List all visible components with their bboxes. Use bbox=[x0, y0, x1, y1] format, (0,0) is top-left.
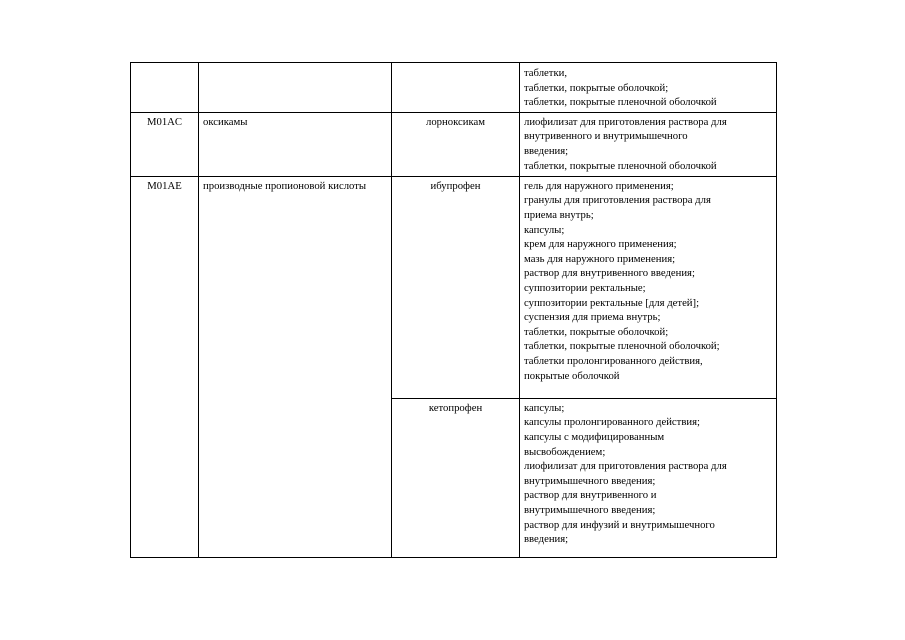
dosage-form-line: внутримышечного введения; bbox=[524, 474, 656, 487]
dosage-forms-cell bbox=[520, 112, 777, 176]
dosage-form-line: раствор для внутривенного введения; bbox=[524, 267, 695, 280]
dosage-form-line: таблетки, покрытые пленочной оболочкой bbox=[524, 159, 717, 172]
dosage-form-line: таблетки, покрытые пленочной оболочкой; bbox=[524, 340, 720, 353]
dosage-form-line: введения; bbox=[524, 533, 569, 546]
atc-code-cell bbox=[131, 63, 199, 113]
dosage-form-line: суспензия для приема внутрь; bbox=[524, 311, 661, 324]
dosage-form-line: лиофилизат для приготовления раствора для bbox=[524, 115, 727, 128]
dosage-form-line: таблетки, покрытые оболочкой; bbox=[524, 325, 669, 338]
table-row bbox=[131, 63, 777, 113]
dosage-form-line: таблетки, покрытые оболочкой; bbox=[524, 81, 669, 94]
dosage-form-line: мазь для наружного применения; bbox=[524, 252, 676, 265]
dosage-form-line: таблетки пролонгированного действия, bbox=[524, 354, 703, 367]
inn-cell: кетопрофен bbox=[392, 398, 520, 557]
dosage-form-line: приема внутрь; bbox=[524, 208, 594, 221]
dosage-forms-cell bbox=[520, 63, 777, 113]
atc-code-cell: M01AE bbox=[131, 176, 199, 557]
table-row bbox=[131, 176, 777, 398]
dosage-form-line: гранулы для приготовления раствора для bbox=[524, 194, 711, 207]
dosage-form-line: таблетки, покрытые пленочной оболочкой bbox=[524, 96, 717, 109]
atc-code-cell: M01AC bbox=[131, 112, 199, 176]
group-cell bbox=[199, 63, 392, 113]
dosage-forms-cell bbox=[520, 398, 777, 557]
dosage-form-line: введения; bbox=[524, 144, 569, 157]
dosage-forms-cell bbox=[520, 176, 777, 398]
dosage-form-line: суппозитории ректальные [для детей]; bbox=[524, 296, 700, 309]
dosage-form-line: лиофилизат для приготовления раствора для bbox=[524, 460, 727, 473]
dosage-form-line: капсулы; bbox=[524, 223, 565, 236]
dosage-form-line: внутримышечного введения; bbox=[524, 503, 656, 516]
dosage-form-line: капсулы пролонгированного действия; bbox=[524, 416, 700, 429]
table-row bbox=[131, 112, 777, 176]
group-cell: производные пропионовой кислоты bbox=[199, 176, 392, 557]
dosage-form-line: крем для наружного применения; bbox=[524, 238, 677, 251]
inn-cell: лорноксикам bbox=[392, 112, 520, 176]
drug-table bbox=[130, 62, 777, 558]
dosage-form-line: капсулы с модифицированным bbox=[524, 430, 665, 443]
dosage-form-line: внутривенного и внутримышечного bbox=[524, 130, 688, 143]
group-cell: оксикамы bbox=[199, 112, 392, 176]
inn-cell bbox=[392, 63, 520, 113]
dosage-form-line: раствор для внутривенного и bbox=[524, 489, 657, 502]
inn-cell: ибупрофен bbox=[392, 176, 520, 398]
dosage-form-line: покрытые оболочкой bbox=[524, 369, 620, 382]
dosage-form-line: раствор для инфузий и внутримышечного bbox=[524, 518, 715, 531]
dosage-form-line: высвобождением; bbox=[524, 445, 606, 458]
dosage-form-line: гель для наружного применения; bbox=[524, 179, 674, 192]
dosage-form-line: суппозитории ректальные; bbox=[524, 281, 646, 294]
dosage-form-line: таблетки, bbox=[524, 67, 568, 79]
dosage-form-line: капсулы; bbox=[524, 401, 565, 414]
